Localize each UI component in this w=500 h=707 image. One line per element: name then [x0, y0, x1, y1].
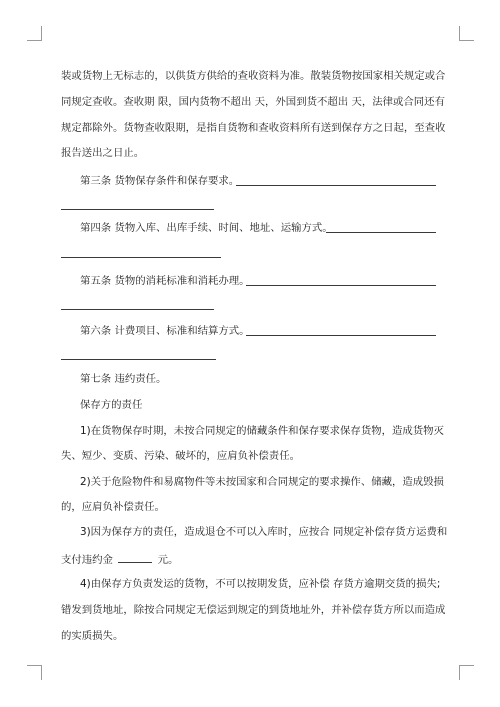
clause-4-line: 错发到货地址，除按合同规定无偿运到规定的到货地址外，并补偿存货方所以而造成 [61, 604, 446, 616]
penalty-label: 支付违约金 [61, 554, 113, 566]
body-line: 装或货物上无标志的，以供货方供给的查收资料为准。散装货物按国家相关规定或合 [61, 70, 446, 82]
crop-mark-top-left [27, 26, 42, 41]
clause-4-line: 的实质损失。 [61, 630, 124, 642]
crop-mark-bottom-left [27, 665, 42, 680]
clause-3-line [61, 551, 441, 567]
article-4-heading: 第四条 货物入库、出库手续、时间、地址、运输方式。 [80, 222, 333, 234]
penalty-amount-blank [118, 551, 152, 563]
crop-mark-bottom-right [459, 665, 474, 680]
article-6-heading: 第六条 计费项目、标准和结算方式。 [80, 325, 250, 337]
clause-2-line: 的，应肩负补偿责任。 [61, 501, 165, 513]
crop-mark-top-right [459, 26, 474, 41]
currency-unit: 元。 [157, 554, 179, 566]
fill-in-line [246, 285, 436, 286]
article-7-heading: 第七条 违约责任。 [80, 373, 167, 385]
article-5-heading: 第五条 货物的消耗标准和消耗办理。 [80, 275, 250, 287]
fill-in-line [61, 359, 216, 360]
article-3-heading: 第三条 货物保存条件和保存要求。 [80, 175, 240, 187]
clause-1-line: 失、短少、变质、污染、破坏的，应肩负补偿责任。 [61, 450, 300, 462]
fill-in-line [61, 309, 214, 310]
fill-in-line [246, 335, 436, 336]
clause-3-line: 3)因为保存方的责任，造成退仓不可以入库时，应按合 同规定补偿存货方运费和 [80, 526, 448, 538]
fill-in-line [326, 232, 436, 233]
clause-4-line: 4)由保存方负责发运的货物，不可以按期发货，应补偿 存货方逾期交货的损失; [80, 578, 441, 590]
body-line: 规定都除外。货物查收限期，是指自货物和查收资料所有送到保存方之日起，至查收 [61, 122, 446, 134]
body-line: 报告送出之日止。 [61, 147, 145, 159]
keeper-responsibility-heading: 保存方的责任 [80, 399, 143, 411]
fill-in-line [236, 185, 436, 186]
body-line: 同规定查收。查收期 限，国内货物不超出 天，外国到货不超出 天，法律或合同还有 [61, 96, 445, 108]
fill-in-line [61, 209, 214, 210]
clause-1-line: 1)在货物保存时期，未按合同规定的储藏条件和保存要求保存货物，造成货物灭 [80, 425, 444, 437]
fill-in-line [61, 257, 221, 258]
clause-2-line: 2)关于危险物件和易腐物件等未按国家和合同规定的要求操作、储藏，造成毁损 [80, 476, 444, 488]
